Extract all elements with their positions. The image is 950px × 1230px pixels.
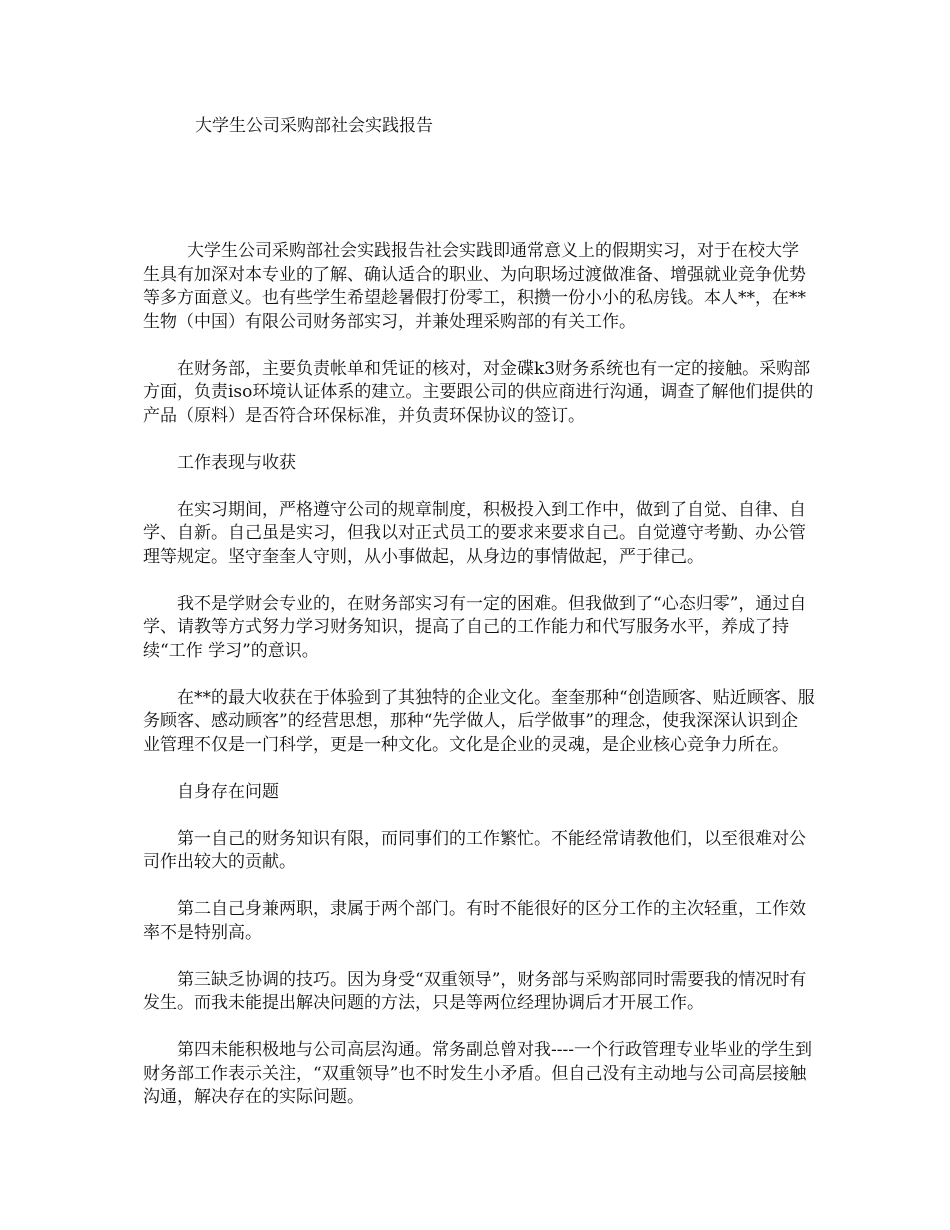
paragraph-problem-2: 第二自己身兼两职，隶属于两个部门。有时不能很好的区分工作的主次轻重，工作效率不是特别高。: [143, 899, 806, 943]
paragraph-discipline: 在实习期间，严格遵守公司的规章制度，积极投入到工作中，做到了自觉、自律、自学、自新。自己虽是实习，但我以对正式员工的要求来要求自己。自觉遵守考勤、办公管理等规定。坚守奎奎人守则，从小事做起，从身边的事情做起，严于律己。: [143, 499, 806, 567]
document-title: 大学生公司采购部社会实践报告: [195, 116, 433, 136]
document-body: [143, 240, 815, 1133]
paragraph-problem-1: 第一自己的财务知识有限，而同事们的工作繁忙。不能经常请教他们，以至很难对公司作出较大的贡献。: [143, 828, 806, 872]
section-heading-problems: 自身存在问题: [177, 781, 279, 802]
paragraph-duties: 在财务部，主要负责帐单和凭证的核对，对金碟k3财务系统也有一定的接触。采购部方面，负责iso环境认证体系的建立。主要跟公司的供应商进行沟通，调查了解他们提供的产品（原料）是否符合环保标准，并负责环保协议的签订。: [143, 358, 814, 426]
paragraph-culture: 在**的最大收获在于体验到了其独特的企业文化。奎奎那种“创造顾客、贴近顾客、服务顾客、感动顾客”的经营思想，那种“先学做人，后学做事”的理念，使我深深认识到企业管理不仅是一门科学，更是一种文化。文化是企业的灵魂，是企业核心竞争力所在。: [143, 687, 815, 755]
paragraph-problem-3: 第三缺乏协调的技巧。因为身受“双重领导”，财务部与采购部同时需要我的情况时有发生。而我未能提出解决问题的方法，只是等两位经理协调后才开展工作。: [143, 969, 807, 1013]
paragraph-intro: 大学生公司采购部社会实践报告社会实践即通常意义上的假期实习，对于在校大学生具有加深对本专业的了解、确认适合的职业、为向职场过渡做准备、增强就业竞争优势等多方面意义。也有些学生希望趁暑假打份零工，积攒一份小小的私房钱。本人**，在**生物（中国）有限公司财务部实习，并兼处理采购部的有关工作。: [143, 241, 806, 332]
paragraph-problem-4: 第四未能积极地与公司高层沟通。常务副总曾对我----一个行政管理专业毕业的学生到财务部工作表示关注，“双重领导”也不时发生小矛盾。但自己没有主动地与公司高层接触沟通，解决存在的实际问题。: [143, 1040, 812, 1107]
paragraph-learning: 我不是学财会专业的，在财务部实习有一定的困难。但我做到了“心态归零”，通过自学、请教等方式努力学习财务知识，提高了自己的工作能力和代写服务水平，养成了持续“工作 学习”的意识。: [143, 593, 807, 661]
section-heading-performance: 工作表现与收获: [177, 452, 296, 473]
